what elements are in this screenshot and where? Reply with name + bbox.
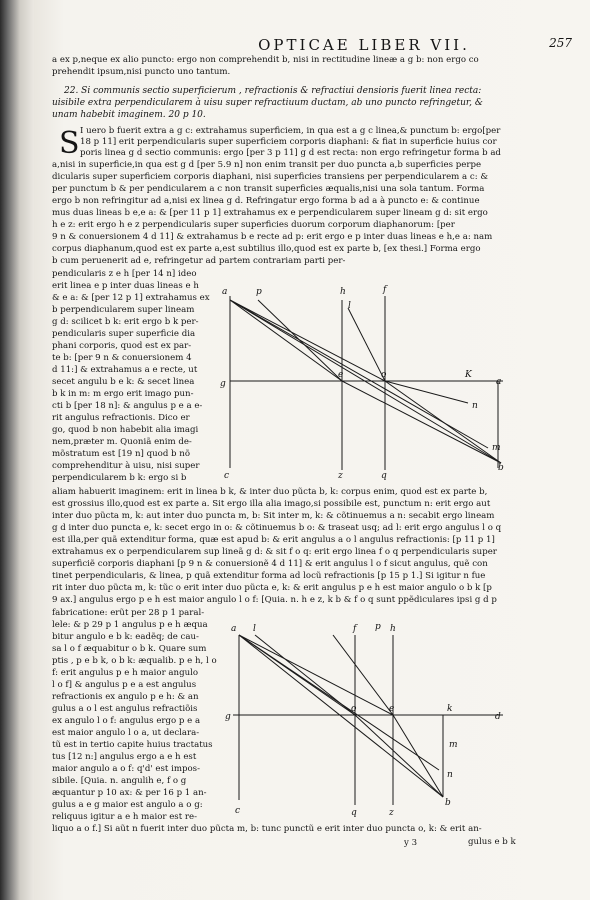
text-line: reliquus igitur a e h maior est re- [52, 812, 197, 822]
text-line: poris linea g d sectio communis: ergo [per 3 p 11] g d est recta: non ergo refringetur forma b ad [80, 148, 501, 158]
text-line: cti b [per 18 n]: & angulus p e a e- [52, 401, 203, 411]
text-line: d 11:] & extrahamus a e recte, ut [52, 365, 198, 375]
text-line: sibile. [Quia. n. angulih e, f o g [52, 776, 187, 786]
label-o: o [381, 370, 387, 380]
text-line: dicularis super superficiem corporis diaphani, nisi superficies transiens per perpendicularem a c: & [52, 172, 488, 182]
label-a-right: a [496, 377, 502, 387]
text-line: rit inter duo pũcta m, k: tũc o erit inter duo pũcta e, k: & erit angulus p e h est maior angulo o b k [p [52, 583, 492, 593]
label-n: n [472, 401, 478, 411]
text-line: perpendicularem b k: ergo si b [52, 473, 187, 483]
label-g: g [225, 712, 231, 722]
text-line: inter duo pũcta m, k: aut inter duo puncta m, b: Sit inter m, k: & cõtinuemus a n: secabit ergo lineam [52, 511, 495, 521]
label-q: q [351, 808, 357, 818]
text-line: go, quod b non habebit alia imagi [52, 425, 199, 435]
text-line: pendicularis z e h [per 14 n] ideo [52, 269, 197, 279]
drop-cap: S [59, 126, 80, 161]
text-line: liquo a o f.] Si aũt n fuerit inter duo pũcta m, b: tunc punctũ e erit inter duo puncta o, k: & erit an- [52, 824, 482, 834]
label-d: d [495, 712, 501, 722]
label-h: h [340, 287, 346, 297]
text-line: gulus e b k [468, 837, 516, 847]
text-line: prehendit ipsum,nisi puncto uno tantum. [52, 67, 231, 77]
proposition-line: unam habebit imaginem. 20 p 10. [52, 110, 206, 120]
label-k: k [447, 704, 453, 714]
label-p: p [375, 622, 381, 632]
text-line: tinet perpendicularis, & linea, p quã extenditur forma ad locũ refractionis [p 15 p 1.] Si igitur n fue [52, 571, 486, 581]
text-line: h e z: erit ergo h e z perpendicularis super superficies duorum corporum diaphanorum: [per [52, 220, 455, 230]
text-line: superficiẽ corporis diaphani [p 9 n & conuersionẽ 4 d 11] & erit angulus l o f sicut angulus, quẽ con [52, 559, 488, 569]
text-line: gulus a o l est angulus refractiõis [52, 704, 198, 714]
text-line: f: erit angulus p e h maior angulo [52, 668, 199, 678]
running-title: OPTICAE LIBER VII. [258, 36, 470, 54]
label-a: a [231, 624, 237, 634]
text-line: est illa,per quã extenditur forma, quæ est apud b: & erit angulus a o l angulus refractionis: [p 11 p 1] [52, 535, 495, 545]
text-line: rit angulus refractionis. Dico er [52, 413, 190, 423]
label-m: m [492, 443, 501, 453]
proposition-line: 22. Si communis sectio superficierum , refractionis & refractiui densioris fuerit linea recta: [64, 86, 482, 96]
label-e: e [389, 704, 395, 714]
text-line: refractionis ex angulo p e h: & an [52, 692, 199, 702]
text-line: æquantur p 10 ax: & per 16 p 1 an- [52, 788, 207, 798]
text-line: b k in m: m ergo erit imago pun- [52, 389, 194, 399]
text-line: l o f] & angulus p e a est angulus [52, 680, 197, 690]
text-line: sa l o f æquabitur o b k. Quare sum [52, 644, 207, 654]
text-line: secet angulu b e k: & secet linea [52, 377, 195, 387]
text-line: est maior angulo l o a, ut declara- [52, 728, 200, 738]
label-m: m [449, 740, 458, 750]
label-o: o [351, 704, 357, 714]
book-spine [0, 0, 34, 900]
label-z: z [389, 808, 394, 818]
text-line: erit linea e p inter duas lineas e h [52, 281, 199, 291]
text-line: g d: scilicet b k: erit ergo b k per- [52, 317, 199, 327]
text-line: ptis , p e b k, o b k: æqualib. p e h, l o [52, 656, 217, 666]
label-b: b [498, 463, 504, 473]
text-line: nem,præter m. Quoniã enim de- [52, 437, 192, 447]
label-k: K [465, 370, 472, 380]
text-line: a,nisi in superficie,in qua est g d [per 5.9 n] non enim transit per duo puncta a,b superficies perpe [52, 160, 482, 170]
text-line: 9 ax.] angulus ergo p e h est maior angulo l o f: [Quia. n. h e z, k b & f o q sunt ppẽdiculares ipsi g d p [52, 595, 497, 605]
text-line: comprehenditur à uisu, nisi super [52, 461, 200, 471]
label-l: l [348, 301, 351, 311]
label-e: e [338, 370, 344, 380]
text-line: b cum peruenerit ad e, refringetur ad partem contrariam parti per- [52, 256, 346, 266]
text-line: extrahamus ex o perpendicularem sup lineã g d: & sit f o q: erit ergo linea f o q perpendicularis super [52, 547, 497, 557]
proposition-line: uisibile extra perpendicularem à uisu super refractiuum ductam, ab uno puncto refringetur, & [52, 98, 483, 108]
text-line: 9 n & conuersionem 4 d 11] & extrahamus b e recte ad p: erit ergo e p inter duas lineas e h,e a: nam [52, 232, 493, 242]
text-line: mõstratum est [19 n] quod b nõ [52, 449, 190, 459]
text-line: te b: [per 9 n & conuersionem 4 [52, 353, 192, 363]
text-line: tũ est in tertio capite huius tractatus [52, 740, 213, 750]
label-c: c [235, 806, 241, 816]
text-line: I uero b fuerit extra a g c: extrahamus superficiem, in qua est a g c linea,& punctum b: ergo[per [80, 126, 501, 136]
text-line: g d inter duo puncta e, k: secet ergo in o: & cõtinuemus b o: & traseat usq; ad l: erit ergo angulus l o q [52, 523, 502, 533]
text-line: b perpendicularem super lineam [52, 305, 195, 315]
label-a: a [222, 287, 228, 297]
label-f: f [383, 285, 387, 295]
text-line: lele: & p 29 p 1 angulus p e h æqua [52, 620, 208, 630]
optics-figure-1 [218, 278, 508, 490]
optics-figure-2 [225, 615, 510, 825]
text-line: a ex p,neque ex alio puncto: ergo non comprehendit b, nisi in rectitudine lineæ a g b: non ergo co [52, 55, 479, 65]
label-n: n [447, 770, 453, 780]
label-h: h [390, 624, 396, 634]
label-f: f [353, 624, 357, 634]
label-b: b [445, 798, 451, 808]
label-q: q [381, 471, 387, 481]
text-line: pendicularis super superficie dia [52, 329, 196, 339]
text-line: est grossius illo,quod est ex parte a. Sit ergo illa alia imago,si possibile est, punctum n: erit ergo aut [52, 499, 491, 509]
text-line: tus [12 n:] angulus ergo a e h est [52, 752, 197, 762]
label-p: p [256, 287, 262, 297]
text-line: fabricatione: erũt per 28 p 1 paral- [52, 608, 205, 618]
label-z: z [338, 471, 343, 481]
label-c: c [224, 471, 230, 481]
signature-mark: y 3 [404, 838, 418, 848]
text-line: mus duas lineas b e,e a: & [per 11 p 1] extrahamus ex e perpendicularem super lineam g d: sit ergo [52, 208, 488, 218]
label-g: g [220, 379, 226, 389]
text-line: bitur angulo e b k: eadẽq; de cau- [52, 632, 199, 642]
text-line: & e a: & [per 12 p 1] extrahamus ex [52, 293, 210, 303]
text-line: maior angulo a o f: q'd' est impos- [52, 764, 200, 774]
text-line: 18 p 11] erit perpendicularis super superficiem corporis diaphani: & fiat in superficie huius cor [80, 137, 497, 147]
text-line: ex angulo l o f: angulus ergo p e a [52, 716, 201, 726]
text-line: phani corporis, quod est ex par- [52, 341, 192, 351]
page-number: 257 [549, 36, 572, 50]
text-line: gulus a e g maior est angulo a o g: [52, 800, 203, 810]
text-line: per punctum b & per pendicularem a c non transit superficies æqualis,nisi una sola tantum. Forma [52, 184, 485, 194]
text-line: aliam habuerit imaginem: erit in linea b k, & inter duo pũcta b, k: corpus enim, quod est ex parte b, [52, 487, 488, 497]
label-l: l [253, 624, 256, 634]
text-line: corpus diaphanum,quod est ex parte a,est subtilius illo,quod est ex parte b, [ex thesi.] Forma ergo [52, 244, 481, 254]
text-line: ergo b non refringitur ad a,nisi ex linea g d. Refringatur ergo forma b ad a à puncto e: & continue [52, 196, 480, 206]
